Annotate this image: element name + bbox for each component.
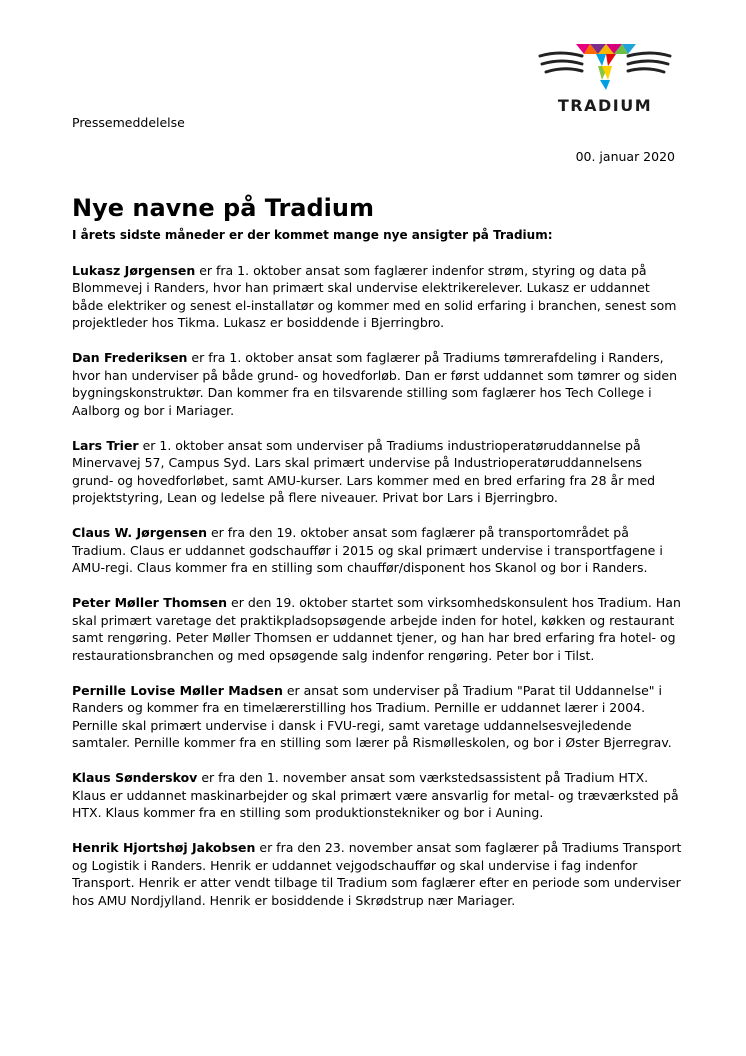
staff-paragraph	[72, 769, 682, 822]
staff-name: Henrik Hjortshøj Jakobsen	[72, 840, 256, 855]
staff-name: Lukasz Jørgensen	[72, 262, 196, 278]
staff-description: er fra 1. oktober ansat som faglærer på Tradiums tømrerafdeling i Randers, hvor han underviser på både grund- og hovedforløb. Dan er først uddannet som tømrer og siden bygningskonstruktør. Dan kommer fra en tilsvarende stilling som faglærer hos Tech College i Aalborg og bor i Mariager.	[72, 350, 677, 418]
headline: Nye navne på Tradium	[72, 194, 375, 222]
staff-name: Peter Møller Thomsen	[72, 595, 228, 610]
staff-paragraph	[72, 349, 682, 419]
tradium-logo-mark	[536, 40, 674, 98]
tradium-logo	[536, 40, 674, 120]
staff-description: er ansat som underviser på Tradium "Parat til Uddannelse" i Randers og kommer fra en timelærerstilling hos Tradium. Pernille er uddannet lærer i 2004. Pernille skal primært undervise i dansk i FVU-regi, samt varetage uddannelsesvejledende samtaler. Pernille kommer fra en stilling som lærer på Rismølleskolen, og bor i Øster Bjerregrav.	[72, 682, 672, 750]
staff-name: Claus W. Jørgensen	[72, 525, 207, 540]
staff-paragraph	[72, 262, 682, 332]
logo-wordmark: TRADIUM	[557, 96, 653, 115]
staff-name: Lars Trier	[72, 437, 139, 453]
document-date: 00. januar 2020	[575, 149, 675, 164]
staff-description: er 1. oktober ansat som underviser på Tradiums industrioperatøruddannelse på Minervavej 57, Campus Syd. Lars skal primært undervise på Industrioperatøruddannelsens grund- og hovedforløbet, samt AMU-kurser. Lars kommer med en bred erfaring fra 28 år med projektstyring, Lean og ledelse på flere niveauer. Privat bor Lars i Bjerringbro.	[72, 437, 656, 505]
staff-description: er den 19. oktober startet som virksomhedskonsulent hos Tradium. Han skal primært varetage det praktikpladsopsøgende arbejde inden for hotel, køkken og restaurant samt rengøring. Peter Møller Thomsen er uddannet tjener, og han har bred erfaring fra hotel- og restaurationsbranchen og med opsøgende salg indenfor rengøring. Peter bor i Tilst.	[72, 595, 681, 663]
staff-paragraph	[72, 437, 682, 507]
press-release-body	[72, 227, 682, 927]
staff-description: er fra 1. oktober ansat som faglærer indenfor strøm, styring og data på Blommevej i Randers, hvor han primært skal undervise elektrikerelever. Lukasz er uddannet både elektriker og senest el-installatør og kommer med en solid erfaring i branchen, senest som projektleder hos Tikma. Lukasz er bosiddende i Bjerringbro.	[72, 262, 677, 330]
staff-paragraph	[72, 594, 682, 664]
staff-description: er fra den 1. november ansat som værkstedsassistent på Tradium HTX. Klaus er uddannet maskinarbejder og skal primært være ansvarlig for metal- og træværksted på HTX. Klaus kommer fra en stilling som produktionstekniker og bor i Auning.	[72, 770, 679, 820]
staff-name: Klaus Sønderskov	[72, 770, 198, 785]
staff-description: er fra den 23. november ansat som faglærer på Tradiums Transport og Logistik i Randers. Henrik er uddannet vejgodschauffør og skal undervise i fag indenfor Transport. Henrik er atter vendt tilbage til Tradium som faglærer efter en periode som underviser hos AMU Nordjylland. Henrik er bosiddende i Skrødstrup nær Mariager.	[72, 840, 682, 908]
staff-paragraph	[72, 839, 682, 909]
staff-description: er fra den 19. oktober ansat som faglærer på transportområdet på Tradium. Claus er uddannet godschauffør i 2015 og skal primært undervise i transportfagene i AMU-regi. Claus kommer fra en stilling som chauffør/disponent hos Skanol og bor i Randers.	[72, 525, 663, 575]
staff-paragraph	[72, 524, 682, 577]
lead-paragraph: I årets sidste måneder er der kommet mange nye ansigter på Tradium:	[72, 228, 553, 242]
staff-paragraph	[72, 682, 682, 752]
staff-name: Pernille Lovise Møller Madsen	[72, 682, 283, 698]
staff-name: Dan Frederiksen	[72, 350, 188, 365]
document-type: Pressemeddelelse	[72, 115, 185, 130]
